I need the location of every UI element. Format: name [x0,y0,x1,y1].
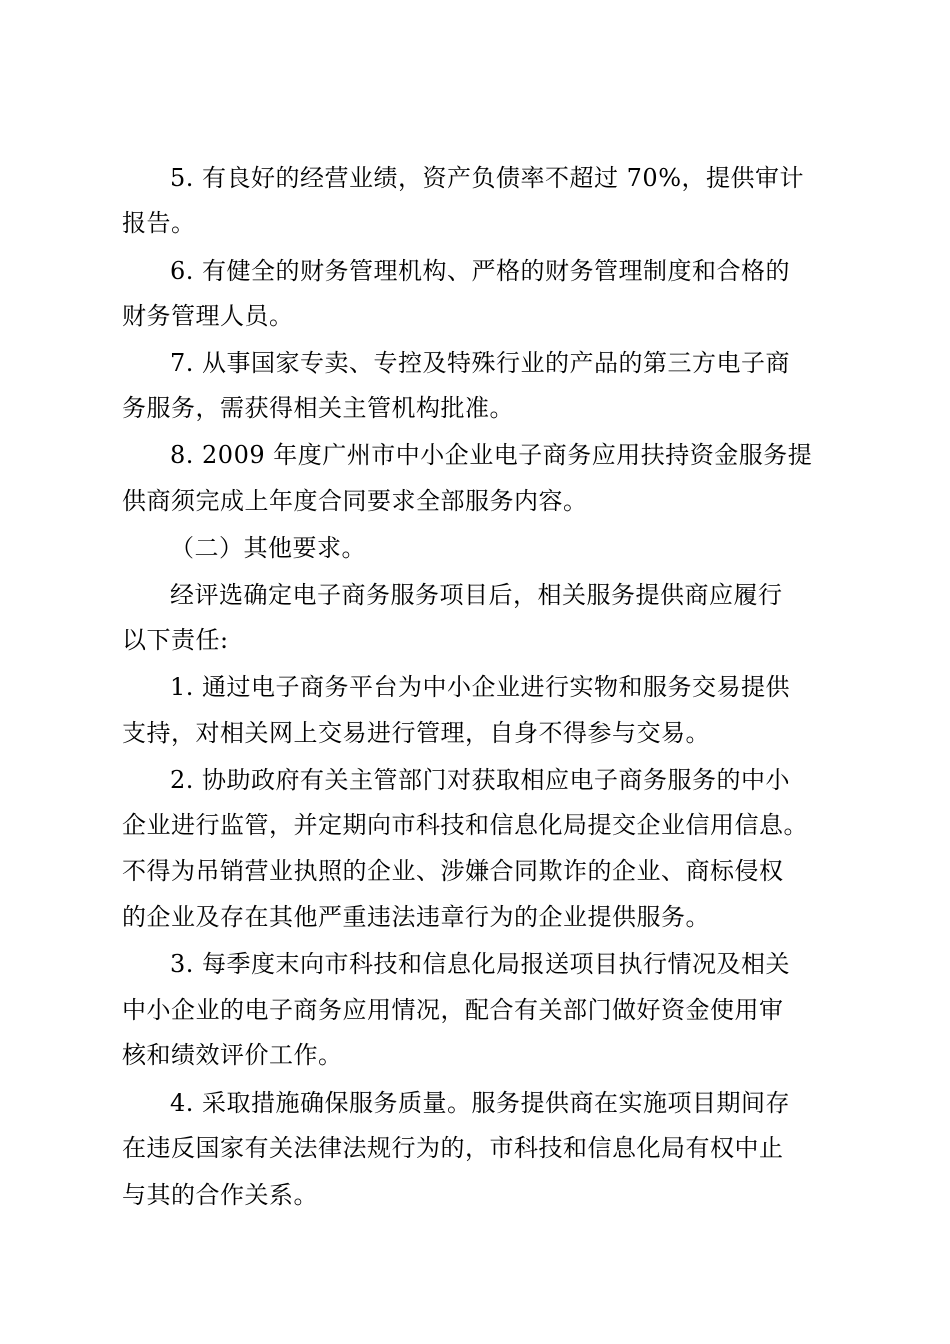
item-2-line-3: 不得为吊销营业执照的企业、涉嫌合同欺诈的企业、商标侵权 [122,857,784,885]
intro-line-1: 经评选确定电子商务服务项目后，相关服务提供商应履行 [170,581,783,609]
item-2-line-4: 的企业及存在其他严重违法违章行为的企业提供服务。 [122,903,710,931]
paragraph-7-line-1: 7. 从事国家专卖、专控及特殊行业的产品的第三方电子商 [170,349,791,377]
paragraph-7-line-2: 务服务，需获得相关主管机构批准。 [122,394,514,422]
item-2-line-2: 企业进行监管，并定期向市科技和信息化局提交企业信用信息。 [122,811,808,839]
intro-line-2: 以下责任: [122,626,229,654]
item-3-line-3: 核和绩效评价工作。 [122,1041,343,1069]
paragraph-8-line-1: 8. 2009 年度广州市中小企业电子商务应用扶持资金服务提 [170,441,813,469]
item-4-line-3: 与其的合作关系。 [122,1181,318,1209]
item-2-line-1: 2. 协助政府有关主管部门对获取相应电子商务服务的中小 [170,766,791,794]
item-4-line-2: 在违反国家有关法律法规行为的，市科技和信息化局有权中止 [122,1134,784,1162]
item-3-line-2: 中小企业的电子商务应用情况，配合有关部门做好资金使用审 [122,996,784,1024]
item-3-line-1: 3. 每季度末向市科技和信息化局报送项目执行情况及相关 [170,950,791,978]
paragraph-5-line-2: 报告。 [122,209,196,237]
paragraph-8-line-2: 供商须完成上年度合同要求全部服务内容。 [122,487,588,515]
section-heading-other-requirements: （二）其他要求。 [170,534,366,562]
paragraph-5-line-1: 5. 有良好的经营业绩，资产负债率不超过 70%，提供审计 [170,164,804,192]
item-4-line-1: 4. 采取措施确保服务质量。服务提供商在实施项目期间存 [170,1089,791,1117]
paragraph-6-line-2: 财务管理人员。 [122,302,294,330]
paragraph-6-line-1: 6. 有健全的财务管理机构、严格的财务管理制度和合格的 [170,257,791,285]
item-1-line-2: 支持，对相关网上交易进行管理，自身不得参与交易。 [122,719,710,747]
item-1-line-1: 1. 通过电子商务平台为中小企业进行实物和服务交易提供 [170,673,791,701]
